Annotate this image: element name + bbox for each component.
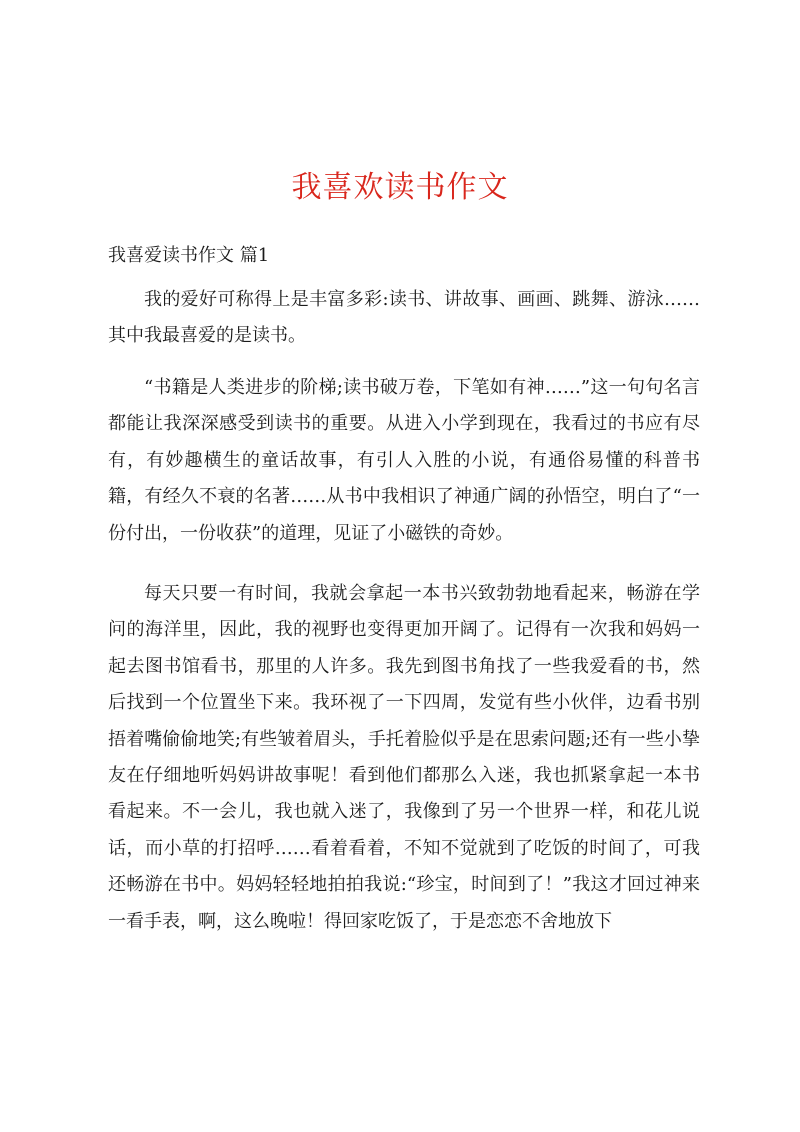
section-heading: 我喜爱读书作文 篇1 xyxy=(108,245,270,266)
paragraph-2: “书籍是人类进步的阶梯;读书破万卷，下笔如有神……”这一句句名言都能让我深深感受到读书的重要。从进入小学到现在，我看过的书应有尽有，有妙趣横生的童话故事，有引人入胜的小说，有通俗易懂的科普书籍，有经久不衰的名著……从书中我相识了神通广阔的孙悟空，明白了“一份付出，一份收获”的道理，见证了小磁铁的奇妙。 xyxy=(108,377,700,544)
document-title: 我喜欢读书作文 xyxy=(291,170,509,205)
paragraph-1: 我的爱好可称得上是丰富多彩:读书、讲故事、画画、跳舞、游泳……其中我最喜爱的是读书。 xyxy=(108,289,700,347)
paragraph-3: 每天只要一有时间，我就会拿起一本书兴致勃勃地看起来，畅游在学问的海洋里，因此，我的视野也变得更加开阔了。记得有一次我和妈妈一起去图书馆看书，那里的人许多。我先到图书角找了一些我爱看的书，然后找到一个位置坐下来。我环视了一下四周，发觉有些小伙伴，边看书别捂着嘴偷偷地笑;有些皱着眉头，手托着脸似乎是在思索问题;还有一些小挚友在仔细地听妈妈讲故事呢！看到他们都那么入迷，我也抓紧拿起一本书看起来。不一会儿，我也就入迷了，我像到了另一个世界一样，和花儿说话，而小草的打招呼……看着看着，不知不觉就到了吃饭的时间了，可我还畅游在书中。妈妈轻轻地拍拍我说:“珍宝，时间到了！”我这才回过神来一看手表，啊，这么晚啦！得回家吃饭了，于是恋恋不舍地放下 xyxy=(108,583,700,932)
